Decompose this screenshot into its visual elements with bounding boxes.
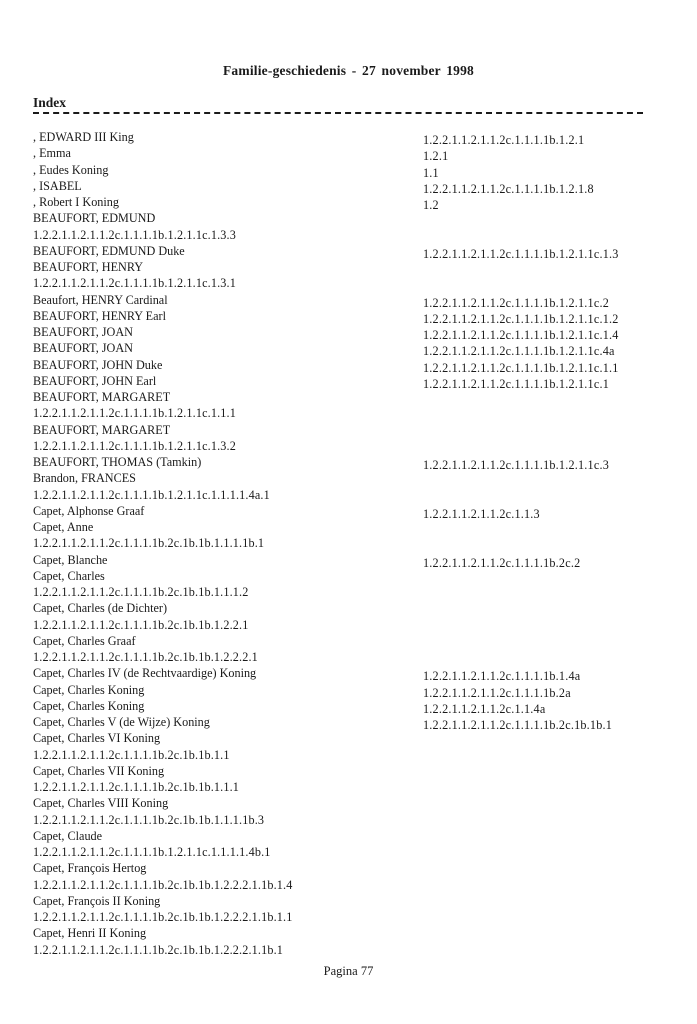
index-entry [33,909,653,925]
entry-name: BEAUFORT, EDMUND Duke [33,243,185,258]
index-heading: Index [33,95,67,110]
entry-code [423,909,653,925]
entry-code [423,877,653,893]
entry-code [423,487,653,503]
index-entry [33,877,653,893]
entry-name: 1.2.2.1.1.2.1.1.2c.1.1.1.1b.2c.1b.1b.1.1.1 [33,780,240,794]
entry-code: 1.2.2.1.1.2.1.1.2c.1.1.1.1b.1.2.1.1c.1.3 [423,246,619,261]
entry-code [423,747,653,763]
entry-name: 1.2.2.1.1.2.1.1.2c.1.1.1.1b.1.2.1.1c.1.1.1.1.4a.1 [33,487,270,502]
index-entry [33,519,653,535]
entry-code [423,795,653,811]
entry-name: Capet, Charles VI Koning [33,731,161,746]
entry-name: 1.2.2.1.1.2.1.1.2c.1.1.1.1b.1.2.1.1c.1.1.1 [33,406,236,421]
entry-name: Capet, Charles VIII Koning [33,796,169,811]
entry-name: 1.2.2.1.1.2.1.1.2c.1.1.1.1b.2c.1b.1b.1.1 [33,747,230,762]
entry-name: 1.2.2.1.1.2.1.1.2c.1.1.1.1b.2c.1b.1b.1.2.2.2.1.1b.1.1 [33,910,293,924]
dashed-divider [33,112,643,114]
entry-name: Capet, Claude [33,828,103,843]
entry-code [423,812,653,828]
entry-code [423,422,653,438]
index-entry [33,698,653,714]
index-entry [33,942,653,958]
index-entry [33,259,653,275]
entry-code [423,259,653,275]
entry-name: 1.2.2.1.1.2.1.1.2c.1.1.1.1b.1.2.1.1c.1.1.1.1.4b.1 [33,845,271,859]
entry-code: 1.2.1 [423,149,449,164]
entry-code [423,568,653,584]
entry-code [423,519,653,535]
entry-name: BEAUFORT, JOAN [33,341,133,356]
index-entry [33,812,653,828]
entry-name: BEAUFORT, THOMAS (Tamkin) [33,455,202,469]
entry-name: 1.2.2.1.1.2.1.1.2c.1.1.1.1b.2c.1b.1b.1.1.1.1b.3 [33,812,265,827]
index-entry [33,568,653,584]
index-entry [33,389,653,405]
entry-name: 1.2.2.1.1.2.1.1.2c.1.1.1.1b.2c.1b.1b.1.2.2.2.1.1b.1 [33,942,284,957]
entry-code: 1.2.2.1.1.2.1.1.2c.1.1.1.1b.2c.1b.1b.1 [423,718,613,732]
entry-name: Capet, Charles (de Dichter) [33,601,168,616]
index-entry [33,617,653,633]
index-entry [33,584,653,600]
entry-name: Capet, Blanche [33,552,108,567]
index-entry [33,454,653,470]
entry-code: 1.2 [423,198,439,212]
index-entry [33,194,653,210]
entry-code [423,649,653,665]
index-entry [33,552,653,568]
page-number: Pagina 77 [323,964,374,978]
entry-code [423,438,653,454]
entry-code [423,535,653,551]
index-entry [33,373,653,389]
entry-name: , Robert I Koning [33,195,119,209]
entry-code [423,763,653,779]
index-entry [33,665,653,684]
index-entry [33,925,653,941]
index-entry [33,779,653,795]
entry-name: 1.2.2.1.1.2.1.1.2c.1.1.1.1b.2c.1b.1b.1.2.2.2.1.1b.1.4 [33,877,293,892]
entry-name: BEAUFORT, EDMUND [33,211,156,226]
entry-code [423,828,653,844]
entry-name: BEAUFORT, HENRY Earl [33,308,166,323]
index-entry [33,600,653,616]
entry-name: 1.2.2.1.1.2.1.1.2c.1.1.1.1b.2c.1b.1b.1.1.1.2 [33,585,249,599]
entry-code: 1.2.2.1.1.2.1.1.2c.1.1.1.1b.1.4a [423,669,581,684]
index-entry [33,714,653,730]
index-entry [33,487,653,503]
entry-code [423,779,653,795]
entry-name: 1.2.2.1.1.2.1.1.2c.1.1.1.1b.1.2.1.1c.1.3.3 [33,227,236,242]
entry-name: BEAUFORT, HENRY [33,260,144,274]
entry-name: Capet, Alphonse Graaf [33,503,145,518]
entry-name: Beaufort, HENRY Cardinal [33,292,168,307]
entry-name: Capet, Charles V (de Wijze) Koning [33,715,210,729]
index-entry [33,470,653,486]
entry-code: 1.2.2.1.1.2.1.1.2c.1.1.1.1b.2c.2 [423,555,581,570]
entry-code [423,844,653,860]
index-entry [33,893,653,909]
entry-code [423,600,653,616]
entry-code: 1.2.2.1.1.2.1.1.2c.1.1.1.1b.1.2.1.1c.3 [423,458,609,472]
entry-name: 1.2.2.1.1.2.1.1.2c.1.1.1.1b.1.2.1.1c.1.3.1 [33,276,236,291]
index-entry [33,438,653,454]
entry-code: 1.2.2.1.1.2.1.1.2c.1.1.1.1b.1.2.1.1c.1.2 [423,311,619,326]
entry-code: 1.2.2.1.1.2.1.1.2c.1.1.1.1b.1.2.1.8 [423,181,594,196]
entry-code: 1.2.2.1.1.2.1.1.2c.1.1.4a [423,701,546,716]
entry-name: , Emma [33,146,71,161]
entry-name: Capet, François Hertog [33,861,147,876]
entry-code [423,730,653,746]
entry-name: Capet, Charles IV (de Rechtvaardige) Koning [33,666,257,681]
index-entry [33,795,653,811]
entry-name: Capet, Charles Koning [33,698,145,713]
entry-code: 1.2.2.1.1.2.1.1.2c.1.1.1.1b.1.2.1.1c.1.1 [423,360,619,375]
entry-name: Brandon, FRANCES [33,471,136,486]
index-entry [33,763,653,779]
entry-code [423,617,653,633]
index-entry [33,324,653,340]
entry-code [423,389,653,405]
entry-name: , EDWARD III King [33,130,134,144]
entry-code: 1.2.2.1.1.2.1.1.2c.1.1.1.1b.1.2.1 [423,133,585,147]
index-entry [33,828,653,844]
entry-name: , ISABEL [33,178,82,193]
entry-name: Capet, Charles [33,568,105,583]
entry-name: Capet, Charles Graaf [33,633,136,648]
index-entry [33,405,653,421]
entry-code [423,925,653,941]
entry-code: 1.2.2.1.1.2.1.1.2c.1.1.1.1b.1.2.1.1c.1 [423,376,609,391]
index-entry [33,145,653,164]
entry-code [423,470,653,486]
entry-code [423,210,653,226]
entry-code [423,584,653,600]
index-entry [33,535,653,551]
index-entry [33,340,653,359]
index-entry [33,747,653,763]
entry-code [423,893,653,909]
entry-name: Capet, François II Koning [33,893,161,908]
index-entry [33,503,653,519]
entry-code [423,275,653,291]
index-entry [33,860,653,876]
index-entry [33,730,653,746]
index-entry [33,275,653,291]
index-entry [33,682,653,698]
entry-name: 1.2.2.1.1.2.1.1.2c.1.1.1.1b.2c.1b.1b.1.2.2.1 [33,617,249,632]
index-list [33,129,653,958]
index-entry [33,243,653,259]
entry-name: 1.2.2.1.1.2.1.1.2c.1.1.1.1b.1.2.1.1c.1.3.2 [33,438,236,453]
entry-name: BEAUFORT, MARGARET [33,422,171,437]
entry-code [423,227,653,243]
entry-name: BEAUFORT, JOHN Duke [33,357,163,372]
index-entry [33,178,653,194]
entry-name: BEAUFORT, JOHN Earl [33,373,157,388]
entry-name: BEAUFORT, MARGARET [33,390,171,404]
index-entry [33,649,653,665]
entry-name: Capet, Anne [33,520,94,534]
entry-name: Capet, Charles VII Koning [33,763,165,778]
entry-code: 1.1 [423,165,439,180]
index-entry [33,633,653,649]
index-entry [33,227,653,243]
entry-name: , Eudes Koning [33,162,109,177]
entry-code [423,405,653,421]
index-entry [33,162,653,178]
index-entry [33,844,653,860]
entry-code: 1.2.2.1.1.2.1.1.2c.1.1.1.1b.1.2.1.1c.2 [423,295,609,310]
entry-code: 1.2.2.1.1.2.1.1.2c.1.1.1.1b.1.2.1.1c.1.4 [423,328,619,342]
page-title: Familie-geschiedenis - 27 november 1998 [222,63,475,78]
index-entry [33,210,653,226]
entry-name: BEAUFORT, JOAN [33,325,133,339]
index-entry [33,357,653,373]
entry-name: Capet, Henri II Koning [33,926,147,941]
entry-name: 1.2.2.1.1.2.1.1.2c.1.1.1.1b.2c.1b.1b.1.1.1.1b.1 [33,536,265,551]
index-entry [33,292,653,308]
entry-name: 1.2.2.1.1.2.1.1.2c.1.1.1.1b.2c.1b.1b.1.2.2.2.1 [33,650,258,664]
entry-code: 1.2.2.1.1.2.1.1.2c.1.1.3 [423,506,540,521]
entry-name: Capet, Charles Koning [33,682,145,697]
index-entry [33,308,653,324]
entry-code [423,633,653,649]
entry-code [423,942,653,958]
entry-code: 1.2.2.1.1.2.1.1.2c.1.1.1.1b.2a [423,685,571,700]
entry-code [423,860,653,876]
index-entry [33,422,653,438]
index-entry [33,129,653,145]
entry-code: 1.2.2.1.1.2.1.1.2c.1.1.1.1b.1.2.1.1c.4a [423,344,615,359]
